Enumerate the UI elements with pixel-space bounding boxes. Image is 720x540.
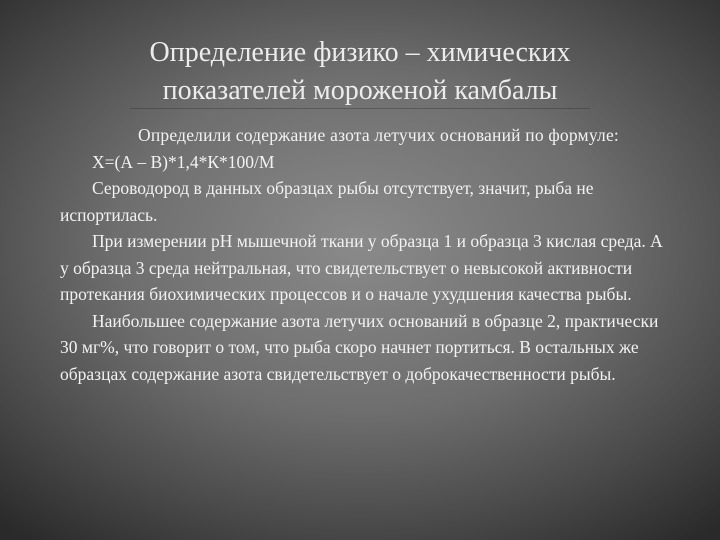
paragraph-formula-intro: Определили содержание азота летучих оснований по формуле:	[138, 125, 619, 145]
slide-body	[60, 122, 674, 387]
paragraph-nitrogen: Наибольшее содержание азота летучих оснований в образце 2, практически 30 мг%, что говорит о том, что рыба скоро начнет портиться. В остальных же образцах содержание азота свидетельствует о доброкачественности рыбы.	[60, 310, 659, 384]
paragraph-hydrogen-sulfide: Сероводород в данных образцах рыбы отсутствует, значит, рыба не испортилась.	[60, 178, 594, 225]
title-line-1: Определение физико – химических	[149, 37, 571, 68]
slide-title	[60, 34, 660, 110]
title-divider	[130, 108, 590, 109]
title-line-2: показателей мороженой камбалы	[162, 75, 558, 106]
paragraph-formula: Х=(А – В)*1,4*К*100/М	[92, 151, 275, 172]
paragraph-ph: При измерении рН мышечной ткани у образца 1 и образца 3 кислая среда. А у образца 3 среда нейтральная, что свидетельствует о невысокой активности протекания биохимических процессов и о начале ухудшения качества рыбы.	[60, 231, 663, 304]
